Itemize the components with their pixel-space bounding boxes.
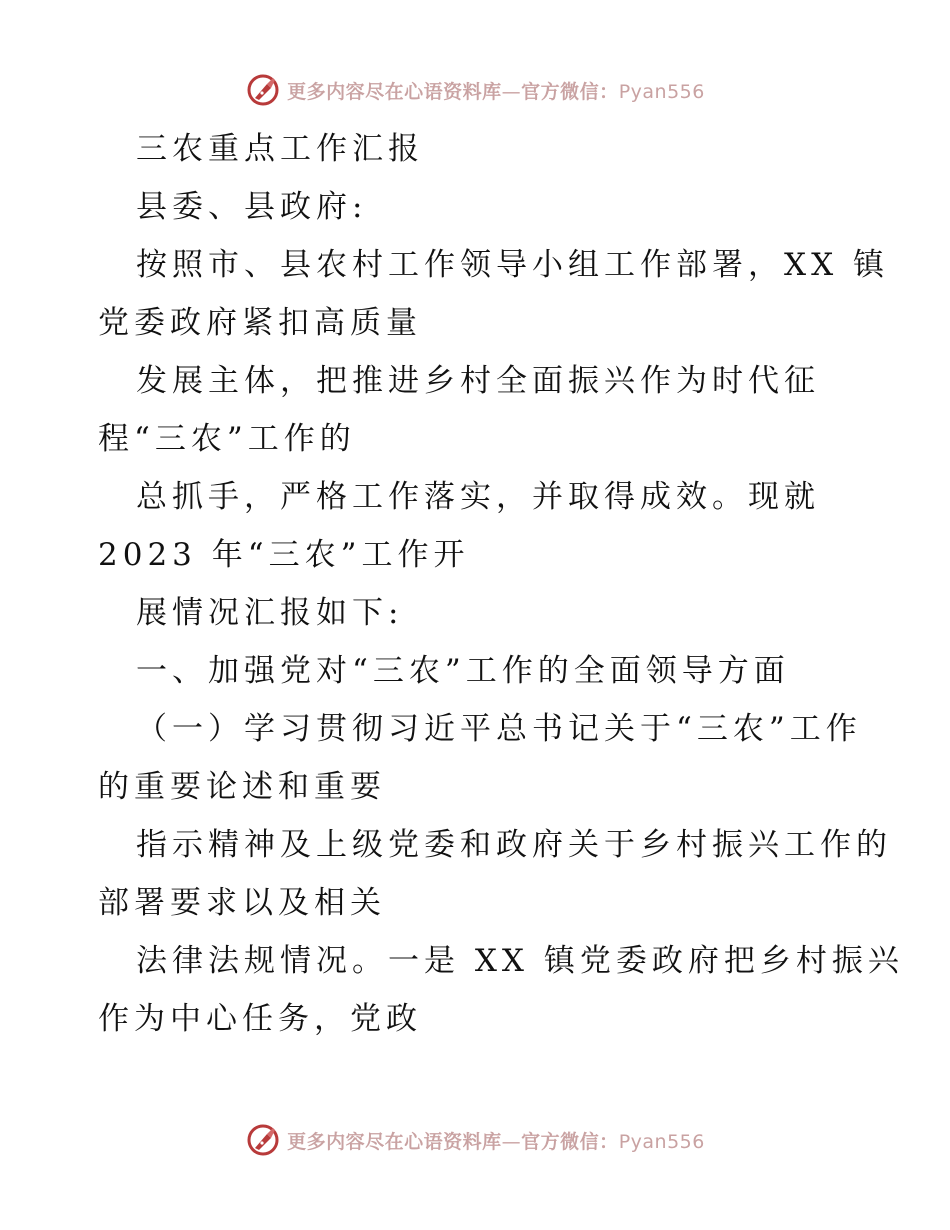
pen-nib-logo-icon: [245, 72, 281, 108]
doc-line: 展情况汇报如下:: [136, 595, 404, 631]
banner-account-id: Pyan556: [618, 1130, 705, 1153]
pen-nib-logo-icon: [245, 1122, 281, 1158]
banner-text: 更多内容尽在心语资料库: [287, 1130, 502, 1153]
doc-line: 党委政府紧扣高质量: [98, 305, 422, 341]
doc-title: 三农重点工作汇报: [136, 131, 424, 167]
banner-account-id: Pyan556: [618, 80, 705, 103]
doc-line: 程“三农”工作的: [98, 421, 356, 457]
doc-line: 2023 年“三农”工作开: [98, 537, 470, 573]
document-body: [98, 120, 904, 1048]
doc-line: 的重要论述和重要: [98, 769, 386, 805]
banner-account-label: 官方微信：: [521, 1130, 619, 1153]
header-watermark-banner: [0, 70, 950, 110]
doc-line: 作为中心任务，党政: [98, 1001, 422, 1037]
doc-subsection-heading: （一）学习贯彻习近平总书记关于“三农”工作: [136, 711, 862, 747]
footer-watermark-banner: [0, 1120, 950, 1160]
doc-line: 发展主体，把推进乡村全面振兴作为时代征: [136, 363, 820, 399]
doc-section-heading: 一、加强党对“三农”工作的全面领导方面: [136, 653, 790, 689]
banner-account-label: 官方微信：: [521, 80, 619, 103]
banner-separator: —: [501, 80, 522, 103]
doc-line: 指示精神及上级党委和政府关于乡村振兴工作的: [136, 827, 892, 863]
banner-text: 更多内容尽在心语资料库: [287, 80, 502, 103]
doc-salutation: 县委、县政府:: [136, 189, 368, 225]
doc-line: 按照市、县农村工作领导小组工作部署，XX 镇: [136, 247, 889, 283]
doc-line: 部署要求以及相关: [98, 885, 386, 921]
doc-line: 法律法规情况。一是 XX 镇党委政府把乡村振兴: [136, 943, 904, 979]
banner-separator: —: [501, 1130, 522, 1153]
doc-line: 总抓手，严格工作落实，并取得成效。现就: [136, 479, 820, 515]
